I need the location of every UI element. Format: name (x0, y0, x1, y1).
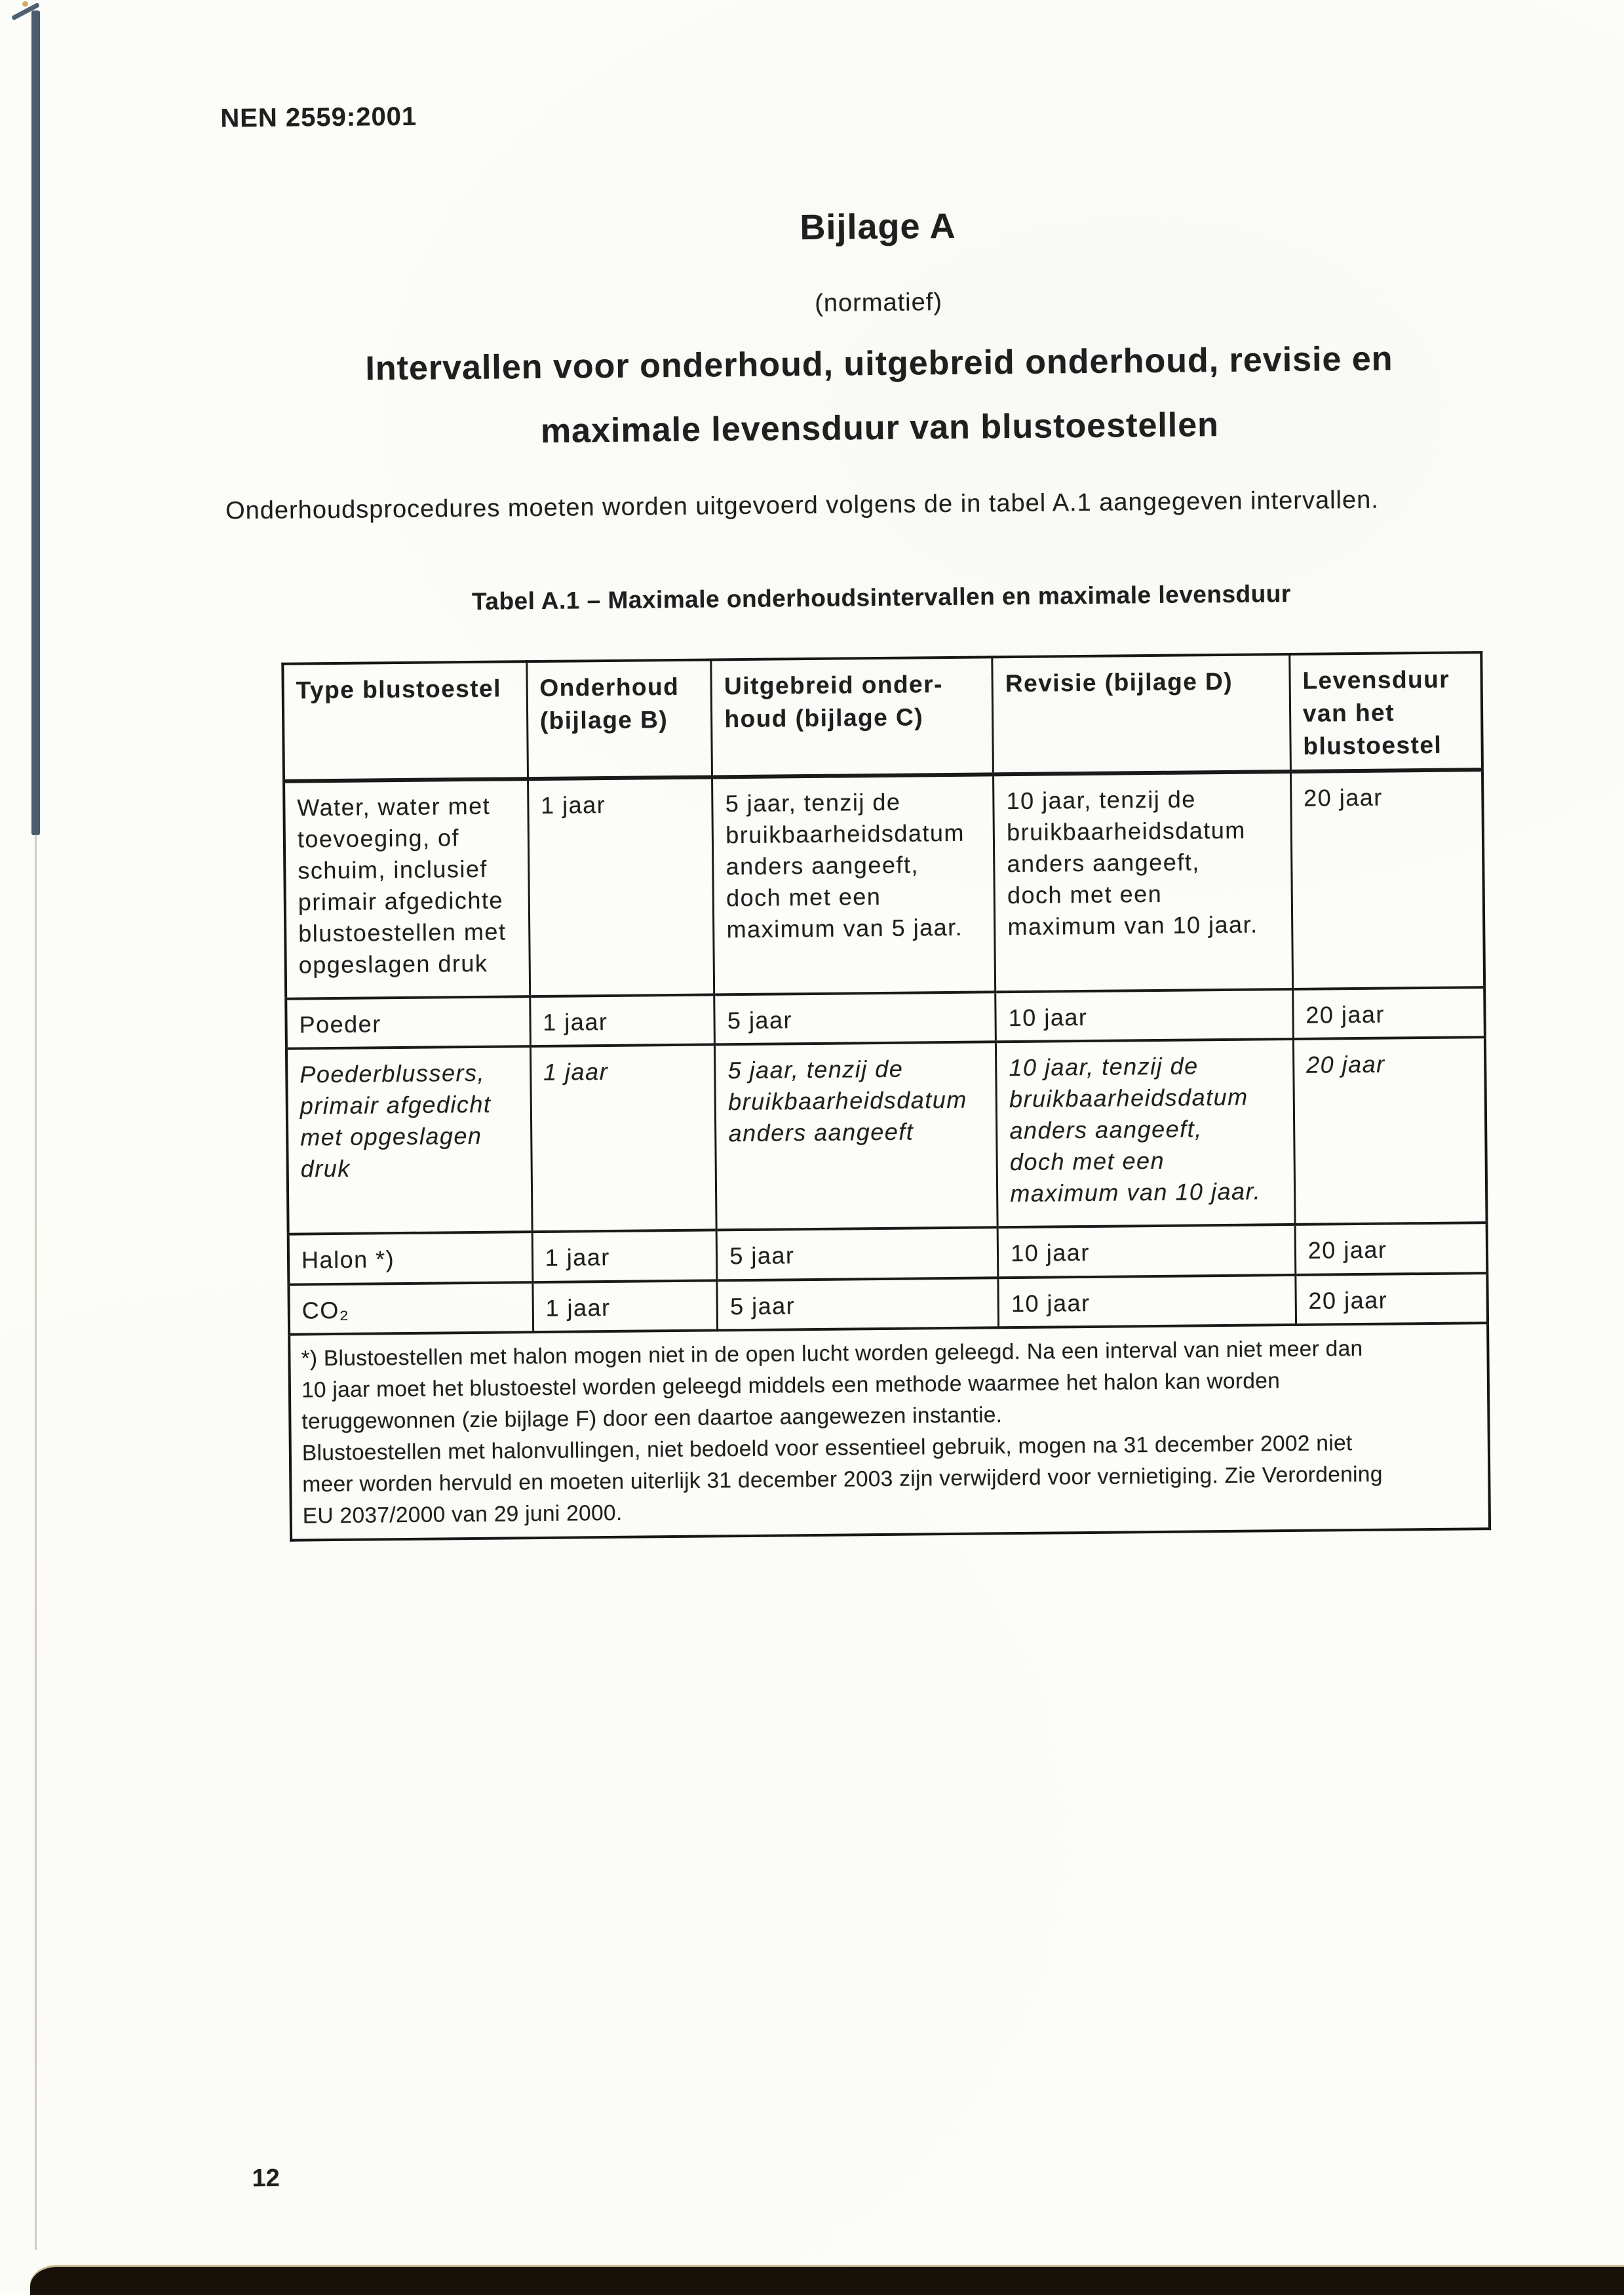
table-cell: 5 jaar, tenzij de bruikbaarheidsdatum anders aangeeft (715, 1042, 998, 1230)
table-cell: 1 jaar (533, 1280, 718, 1332)
table-cell: 10 jaar (996, 989, 1293, 1042)
table-cell: 10 jaar, tenzij de bruikbaarheidsdatum anders aangeeft, doch met een maximum van 10 jaar. (996, 1039, 1295, 1227)
table-cell: 5 jaar (714, 992, 996, 1044)
column-header-type: Type blustoestel (282, 661, 528, 781)
table-cell: Poeder (286, 996, 530, 1049)
intro-paragraph: Onderhoudsprocedures moeten worden uitgevoerd volgens de in tabel A.1 aangegeven intervallen. (225, 486, 1380, 525)
table-header-row (282, 652, 1482, 781)
table-row-poederblussers (286, 1037, 1487, 1234)
table-cell: 20 jaar (1290, 770, 1484, 989)
table-row-water (284, 770, 1484, 999)
table-caption: Tabel A.1 – Maximale onderhoudsintervallen en maximale levensduur (471, 579, 1291, 615)
table-cell: 10 jaar (998, 1275, 1296, 1327)
table-cell: 1 jaar (530, 1044, 716, 1232)
table-cell: Poederblussers, primair afgedicht met opgeslagen druk (286, 1046, 532, 1234)
table-cell: Halon *) (288, 1232, 533, 1285)
table-cell: 1 jaar (532, 1230, 717, 1282)
annex-subtitle: (normatief) (815, 288, 943, 317)
table-cell: 5 jaar (716, 1227, 998, 1280)
table-cell: 10 jaar (997, 1225, 1295, 1278)
table-cell: 5 jaar (717, 1278, 999, 1330)
annex-title: Bijlage A (800, 206, 956, 248)
table-cell: 20 jaar (1296, 1273, 1488, 1325)
annex-heading-line2: maximale levensduur van blustoestellen (540, 406, 1220, 450)
annex-heading-line1: Intervallen voor onderhoud, uitgebreid onderhoud, revisie en (365, 340, 1393, 388)
table-cell: 1 jaar (528, 777, 714, 996)
table-cell: 5 jaar, tenzij de bruikbaarheidsdatum anders aangeeft, doch met een maximum van 5 jaar. (712, 774, 996, 994)
scan-speck (22, 1, 28, 7)
column-header-revisie: Revisie (bijlage D) (992, 654, 1290, 774)
column-header-onderhoud: Onderhoud (bijlage B) (526, 659, 712, 779)
table-cell: 1 jaar (530, 994, 714, 1046)
table-cell: Water, water met toevoeging, of schuim, inclusief primair afgedichte blustoestellen met opgeslagen druk (284, 779, 530, 999)
maintenance-intervals-table (281, 651, 1491, 1542)
page-number: 12 (252, 2164, 280, 2193)
table-cell: 20 jaar (1293, 1037, 1486, 1225)
table-cell: 20 jaar (1295, 1223, 1487, 1275)
column-header-uitgebreid-onderhoud: Uitgebreid onder- houd (bijlage C) (711, 657, 994, 777)
document-reference: NEN 2559:2001 (220, 102, 417, 133)
table-footnote-row (289, 1323, 1490, 1540)
table-cell: CO₂ (288, 1282, 533, 1335)
table-cell: 20 jaar (1292, 987, 1484, 1039)
table-footnote: *) Blustoestellen met halon mogen niet in de open lucht worden geleegd. Na een interval van niet meer dan 10 jaar moet het blustoestel worden geleegd middels een methode waarmee het halon kan worden teruggewonnen (zie bijlage F) door een daartoe aangewezen instantie. Blustoestellen met halonvullingen, niet bedoeld voor essentieel gebruik, mogen na 31 december 2002 niet meer worden hervuld en moeten uiterlijk 31 december 2003 zijn verwijderd voor vernietiging. Zie Verordening EU 2037/2000 van 29 juni 2000. (289, 1323, 1490, 1540)
table-cell: 10 jaar, tenzij de bruikbaarheidsdatum anders aangeeft, doch met een maximum van 10 jaar. (994, 772, 1293, 992)
column-header-levensduur: Levensduur van het blustoestel (1290, 652, 1482, 772)
